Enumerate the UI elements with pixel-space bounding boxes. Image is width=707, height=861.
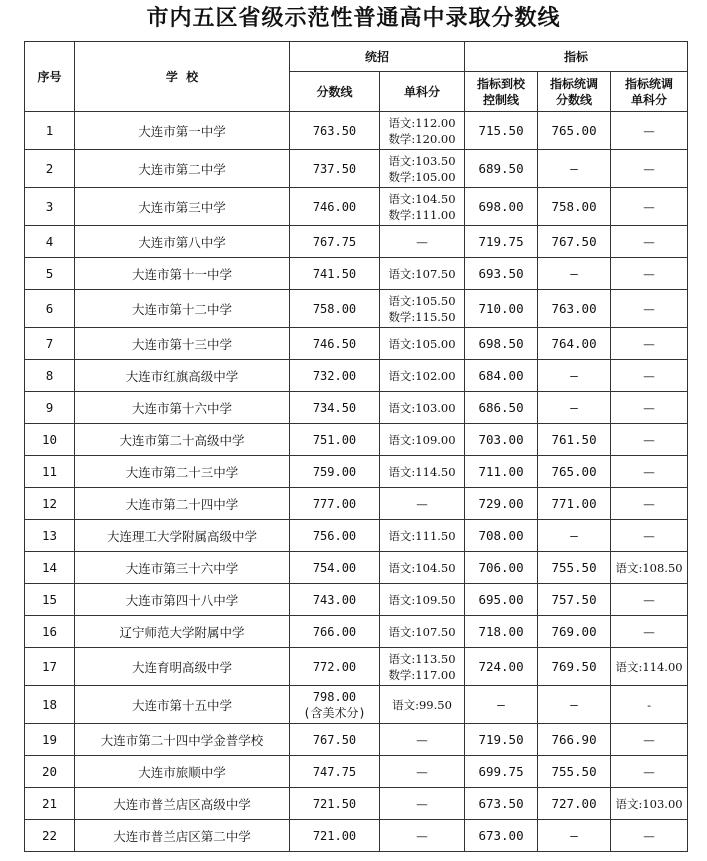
cell-zhibiao-control: 710.00 [465,290,538,328]
table-row [25,188,688,226]
cell-zhibiao-control: 703.00 [465,424,538,456]
cell-single-subject [380,756,465,788]
table-row [25,724,688,756]
cell-school: 大连市第八中学 [75,226,290,258]
cell-single-subject-line: 语文:113.50 [388,651,456,666]
table-body [25,112,688,852]
cell-school: 大连市普兰店区第二中学 [75,820,290,852]
cell-school: 大连市第十六中学 [75,392,290,424]
cell-zhibiao-control: 673.00 [465,820,538,852]
cell-seq: 16 [25,616,75,648]
header-zhibiao-single-line1: 指标统调 [625,76,674,91]
cell-score-line: 734.50 [312,400,357,415]
cell-single-subject [380,112,465,150]
table-row [25,584,688,616]
cell-zhibiao-single: — [611,424,688,456]
cell-zhibiao-single: 语文:114.00 [611,648,688,686]
cell-school: 大连市第二十三中学 [75,456,290,488]
cell-score [290,188,380,226]
cell-single-subject [380,788,465,820]
cell-score [290,686,380,724]
cell-zhibiao-adjust: — [538,686,611,724]
cell-seq: 19 [25,724,75,756]
table-row [25,360,688,392]
cell-score-line: 767.75 [312,234,357,249]
header-zhibiao-adjust-line2: 分数线 [556,92,593,107]
cell-zhibiao-single: — [611,488,688,520]
cell-score-line: 772.00 [312,659,357,674]
cell-single-subject-line: — [416,732,428,747]
cell-school: 大连市第十五中学 [75,686,290,724]
header-zhibiao-control-line1: 指标到校 [477,76,526,91]
cell-school: 大连市第一中学 [75,112,290,150]
header-zhibiao-single-line2: 单科分 [631,92,668,107]
cell-single-subject-line: 数学:105.00 [388,169,456,184]
cell-zhibiao-single: — [611,584,688,616]
cell-score-line: 758.00 [312,301,357,316]
cell-single-subject [380,552,465,584]
cell-school: 辽宁师范大学附属中学 [75,616,290,648]
cell-single-subject [380,226,465,258]
table-row [25,648,688,686]
cell-seq: 4 [25,226,75,258]
cell-seq: 21 [25,788,75,820]
header-zhibiao-adjust [538,72,611,112]
cell-single-subject [380,424,465,456]
cell-zhibiao-adjust: 761.50 [538,424,611,456]
cell-single-subject-line: 语文:109.50 [388,592,456,607]
cell-zhibiao-control: 719.75 [465,226,538,258]
cell-zhibiao-control: 698.50 [465,328,538,360]
cell-score [290,520,380,552]
cell-score-line: 756.00 [312,528,357,543]
cell-score [290,788,380,820]
cell-zhibiao-adjust: — [538,360,611,392]
cell-seq: 6 [25,290,75,328]
cell-zhibiao-single: — [611,392,688,424]
cell-zhibiao-adjust: 765.00 [538,456,611,488]
cell-score-line: 767.50 [312,732,357,747]
cell-score-line: 763.50 [312,123,357,138]
cell-single-subject-line: 数学:117.00 [388,667,456,682]
cell-zhibiao-control: 698.00 [465,188,538,226]
cell-zhibiao-single: — [611,150,688,188]
header-zhibiao: 指标 [465,42,688,72]
cell-zhibiao-control: 684.00 [465,360,538,392]
cell-score [290,112,380,150]
table-row [25,226,688,258]
cell-score [290,258,380,290]
cell-zhibiao-adjust: — [538,820,611,852]
cell-school: 大连市第二中学 [75,150,290,188]
cell-single-subject [380,150,465,188]
cell-zhibiao-single: — [611,188,688,226]
cell-zhibiao-control: 711.00 [465,456,538,488]
cell-single-subject-line: 数学:115.50 [388,309,456,324]
header-zhibiao-control-line2: 控制线 [483,92,520,107]
cell-seq: 9 [25,392,75,424]
cell-zhibiao-control: 686.50 [465,392,538,424]
cell-school: 大连市第二十四中学金普学校 [75,724,290,756]
cell-zhibiao-control: 715.50 [465,112,538,150]
cell-seq: 13 [25,520,75,552]
cell-seq: 12 [25,488,75,520]
cell-school: 大连市第十三中学 [75,328,290,360]
cell-zhibiao-single: — [611,616,688,648]
table-row [25,328,688,360]
cell-single-subject-line: — [416,234,428,249]
cell-score-line: 721.00 [312,828,357,843]
cell-single-subject-line: 语文:107.50 [388,266,456,281]
cell-zhibiao-single: — [611,520,688,552]
cell-single-subject-line: — [416,764,428,779]
cell-score [290,360,380,392]
cell-score [290,616,380,648]
cell-single-subject [380,328,465,360]
cell-zhibiao-control: 673.50 [465,788,538,820]
page-title: 市内五区省级示范性普通高中录取分数线 [146,6,561,31]
cell-zhibiao-control: 695.00 [465,584,538,616]
cell-single-subject [380,488,465,520]
table-row [25,552,688,584]
cell-score-line: (含美术分) [303,705,366,720]
table-row [25,520,688,552]
cell-single-subject-line: 数学:120.00 [388,131,456,146]
cell-zhibiao-control: 689.50 [465,150,538,188]
table-row [25,756,688,788]
cell-single-subject-line: 语文:111.50 [388,528,456,543]
cell-score-line: 732.00 [312,368,357,383]
cell-score-line: 746.00 [312,199,357,214]
cell-single-subject [380,724,465,756]
cell-school: 大连市第三十六中学 [75,552,290,584]
table-row [25,686,688,724]
cell-school: 大连市第二十四中学 [75,488,290,520]
cell-seq: 1 [25,112,75,150]
table-row [25,150,688,188]
cell-zhibiao-adjust: — [538,520,611,552]
cell-zhibiao-control: 706.00 [465,552,538,584]
cell-school: 大连市第十一中学 [75,258,290,290]
cell-school: 大连市第三中学 [75,188,290,226]
table-row [25,112,688,150]
cell-single-subject-line: — [416,828,428,843]
cell-single-subject [380,616,465,648]
cell-single-subject-line: 语文:102.00 [388,368,456,383]
cell-score-line: 741.50 [312,266,357,281]
cell-single-subject-line: 语文:104.50 [388,560,456,575]
admission-score-table [24,41,688,852]
cell-single-subject [380,456,465,488]
header-single-subject: 单科分 [380,72,465,112]
cell-score-line: 798.00 [312,689,357,704]
cell-zhibiao-control: 708.00 [465,520,538,552]
cell-score [290,150,380,188]
table-row [25,424,688,456]
header-tongzhao: 统招 [290,42,465,72]
header-zhibiao-adjust-line1: 指标统调 [550,76,599,91]
cell-school: 大连市第十二中学 [75,290,290,328]
cell-seq: 18 [25,686,75,724]
cell-zhibiao-single: — [611,258,688,290]
cell-single-subject-line: 语文:105.00 [388,336,456,351]
cell-zhibiao-single: - [611,686,688,724]
table-row [25,456,688,488]
cell-zhibiao-adjust: 727.00 [538,788,611,820]
cell-single-subject-line: 语文:104.50 [388,191,456,206]
cell-school: 大连市第四十八中学 [75,584,290,616]
cell-zhibiao-adjust: 766.90 [538,724,611,756]
cell-single-subject-line: — [416,496,428,511]
cell-zhibiao-adjust: — [538,150,611,188]
table-row [25,290,688,328]
cell-zhibiao-single: — [611,360,688,392]
cell-school: 大连市红旗高级中学 [75,360,290,392]
cell-single-subject [380,520,465,552]
cell-zhibiao-single: — [611,756,688,788]
cell-seq: 22 [25,820,75,852]
cell-single-subject [380,686,465,724]
cell-seq: 20 [25,756,75,788]
cell-score [290,552,380,584]
cell-score-line: 777.00 [312,496,357,511]
header-row-top [25,42,688,72]
header-zhibiao-single [611,72,688,112]
cell-single-subject [380,392,465,424]
cell-score [290,392,380,424]
cell-seq: 3 [25,188,75,226]
cell-zhibiao-single: — [611,328,688,360]
cell-school: 大连理工大学附属高级中学 [75,520,290,552]
cell-zhibiao-single: — [611,112,688,150]
cell-seq: 17 [25,648,75,686]
header-school: 学 校 [75,42,290,112]
cell-school: 大连市旅顺中学 [75,756,290,788]
cell-score [290,756,380,788]
cell-zhibiao-adjust: 755.50 [538,756,611,788]
cell-zhibiao-adjust: 769.50 [538,648,611,686]
table-row [25,258,688,290]
cell-seq: 7 [25,328,75,360]
cell-zhibiao-adjust: 769.00 [538,616,611,648]
cell-score [290,584,380,616]
table-row [25,392,688,424]
cell-single-subject [380,290,465,328]
cell-zhibiao-adjust: — [538,258,611,290]
cell-score-line: 751.00 [312,432,357,447]
cell-zhibiao-single: — [611,290,688,328]
cell-zhibiao-single: — [611,456,688,488]
cell-score [290,328,380,360]
cell-seq: 11 [25,456,75,488]
table-row [25,488,688,520]
header-score-line: 分数线 [290,72,380,112]
cell-zhibiao-adjust: 771.00 [538,488,611,520]
cell-zhibiao-control: — [465,686,538,724]
cell-zhibiao-adjust: 764.00 [538,328,611,360]
cell-score [290,724,380,756]
cell-seq: 8 [25,360,75,392]
cell-single-subject [380,820,465,852]
cell-score-line: 721.50 [312,796,357,811]
cell-zhibiao-control: 699.75 [465,756,538,788]
cell-single-subject [380,188,465,226]
cell-score-line: 766.00 [312,624,357,639]
cell-zhibiao-control: 718.00 [465,616,538,648]
cell-score [290,290,380,328]
cell-single-subject [380,648,465,686]
cell-zhibiao-adjust: 767.50 [538,226,611,258]
cell-single-subject-line: 语文:103.50 [388,153,456,168]
cell-zhibiao-single: — [611,820,688,852]
cell-score-line: 737.50 [312,161,357,176]
cell-single-subject [380,360,465,392]
cell-zhibiao-control: 693.50 [465,258,538,290]
cell-seq: 10 [25,424,75,456]
cell-zhibiao-adjust: 763.00 [538,290,611,328]
cell-school: 大连市普兰店区高级中学 [75,788,290,820]
cell-zhibiao-control: 719.50 [465,724,538,756]
cell-score-line: 746.50 [312,336,357,351]
cell-zhibiao-single: — [611,226,688,258]
cell-score [290,488,380,520]
cell-single-subject-line: 语文:109.00 [388,432,456,447]
cell-zhibiao-adjust: 755.50 [538,552,611,584]
cell-single-subject-line: 语文:103.00 [388,400,456,415]
cell-single-subject-line: 语文:99.50 [392,697,452,712]
cell-school: 大连市第二十高级中学 [75,424,290,456]
cell-school: 大连育明高级中学 [75,648,290,686]
cell-zhibiao-control: 729.00 [465,488,538,520]
cell-single-subject-line: 数学:111.00 [388,207,456,222]
cell-single-subject [380,258,465,290]
cell-score-line: 759.00 [312,464,357,479]
cell-score-line: 743.00 [312,592,357,607]
cell-score [290,648,380,686]
cell-zhibiao-adjust: — [538,392,611,424]
cell-seq: 2 [25,150,75,188]
table-row [25,820,688,852]
cell-zhibiao-single: 语文:103.00 [611,788,688,820]
cell-score [290,820,380,852]
header-seq: 序号 [25,42,75,112]
cell-score-line: 747.75 [312,764,357,779]
cell-score [290,456,380,488]
cell-zhibiao-single: — [611,724,688,756]
cell-zhibiao-adjust: 765.00 [538,112,611,150]
header-zhibiao-control [465,72,538,112]
cell-single-subject-line: 语文:114.50 [388,464,456,479]
cell-zhibiao-control: 724.00 [465,648,538,686]
cell-seq: 5 [25,258,75,290]
cell-single-subject-line: 语文:105.50 [388,293,456,308]
table-row [25,788,688,820]
cell-score [290,424,380,456]
cell-single-subject-line: 语文:107.50 [388,624,456,639]
cell-score-line: 754.00 [312,560,357,575]
cell-zhibiao-single: 语文:108.50 [611,552,688,584]
cell-zhibiao-adjust: 757.50 [538,584,611,616]
cell-seq: 15 [25,584,75,616]
cell-single-subject-line: 语文:112.00 [388,115,456,130]
cell-seq: 14 [25,552,75,584]
cell-single-subject [380,584,465,616]
table-row [25,616,688,648]
cell-score [290,226,380,258]
cell-single-subject-line: — [416,796,428,811]
cell-zhibiao-adjust: 758.00 [538,188,611,226]
